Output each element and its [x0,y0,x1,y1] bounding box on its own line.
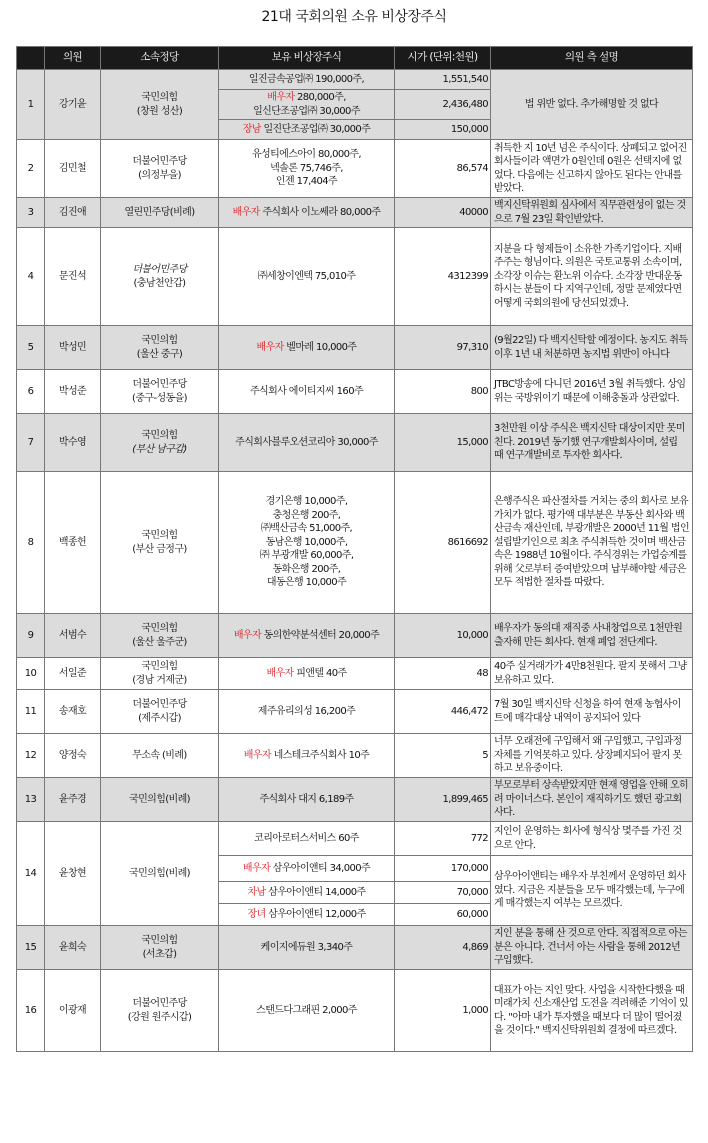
party-name: 더불어민주당 [132,998,187,1009]
member-name: 강기윤 [45,70,101,140]
party-name: 더불어민주당 [132,264,187,275]
party-name: 국민의힘 [141,92,178,103]
party-cell [101,614,219,658]
member-name: 서범수 [45,614,101,658]
holding-value: 15,000 [395,414,491,472]
table-row [17,734,693,778]
explanation: 삼우아이앤티는 배우자 부친께서 운영하던 회사였다. 지금은 지분들을 모두 매각했는데, 누구에게 매각했는지 여부는 모르겠다. [491,856,693,926]
district: (서초갑) [142,948,177,960]
district: (울산 울주군) [132,636,187,648]
member-name: 윤희숙 [45,926,101,970]
holding-stock: 인젠 17,404주 [275,176,338,188]
explanation: 40주 실거래가가 4만8천원다. 팔지 못해서 그냥 보유하고 있다. [491,658,693,690]
holding-value: 4,869 [395,926,491,970]
explanation: 대표가 아는 지인 맞다. 사업을 시작한다했을 때 미래가치 신소재산업 도전을 격려해준 기억이 있다. "아마 내가 투자했을 때보다 더 많이 떨어졌을 것이다." 백지신탁위원회 결정에 따르겠다. [491,970,693,1052]
holding-stock: 넥솔론 75,746주, [270,162,343,174]
holding-cell [219,856,395,882]
header-member: 의원 [45,47,101,70]
holding-cell [219,326,395,370]
member-name: 박수영 [45,414,101,472]
district: (부산 금정구) [132,543,187,555]
holding-stock: 경기은행 10,000주, [265,496,348,508]
party-cell [101,140,219,198]
explanation: 지분을 다 형제들이 소유한 가족기업이다. 지배주주는 형님이다. 의원은 국토교통위 소속이며, 소각장 이슈는 환노위 이슈다. 소각장 반대운동하시는 분들이 다 지역구인데, 정말 문제였다면 어떻게 국회의원에 당선되었겠나. [491,228,693,326]
member-name: 문진석 [45,228,101,326]
explanation: JTBC방송에 다니던 2016년 3월 취득했다. 상임위는 국방위이기 때문에 이해충돌과 상관없다. [491,370,693,414]
party-cell [101,472,219,614]
district: (강원 원주시갑) [127,1011,192,1023]
party-cell [101,926,219,970]
party-name: 국민의힘 [141,430,178,441]
row-number: 5 [17,326,45,370]
explanation: 지인이 운영하는 회사에 형식상 몇주를 가진 것으로 안다. [491,822,693,856]
district: (창원 성산) [136,105,183,117]
party-name: 국민의힘 [141,661,178,672]
holding-value: 60,000 [395,904,491,926]
explanation: 3천만원 이상 주식은 백지신탁 대상이지만 못미친다. 2019년 동기했 연구개발회사이며, 설립 때 연구개발비로 투자한 회사다. [491,414,693,472]
table-row [17,414,693,472]
holding-stock: 스탠드다그래핀 2,000주 [219,970,395,1052]
holding-value: 772 [395,822,491,856]
table-row [17,140,693,198]
holder-relation: 배우자 [233,629,262,641]
holding-value: 48 [395,658,491,690]
member-name: 윤주경 [45,778,101,822]
party-cell [101,370,219,414]
row-number: 1 [17,70,45,140]
explanation: 법 위반 없다. 추가해명할 것 없다 [491,70,693,140]
member-name: 김진애 [45,198,101,228]
party-name: 더불어민주당 [132,699,187,710]
holding-stock: 일진단조공업㈜ 30,000주 [263,123,371,135]
holding-stock: 네스테크주식회사 10주 [273,749,370,761]
holder-relation: 차남 [247,886,266,898]
holder-relation: 장남 [242,123,261,135]
party-name: 더불어민주당 [132,156,187,167]
holding-stock: 코리아로터스서비스 60주 [219,822,395,856]
row-number: 6 [17,370,45,414]
holding-stock: 동남은행 10,000주, [265,536,348,548]
holding-stock: 벨마레 10,000주 [286,341,357,353]
party-cell [101,326,219,370]
row-number: 11 [17,690,45,734]
holding-stock: ㈜백산금속 51,000주, [260,523,353,535]
member-name: 서일준 [45,658,101,690]
table-row [17,370,693,414]
holding-value: 800 [395,370,491,414]
holding-stock: 제주유리의성 16,200주 [219,690,395,734]
table-row [17,326,693,370]
holding-stock: 삼우아이앤티 14,000주 [268,886,366,898]
member-name: 윤창현 [45,822,101,926]
table-row [17,926,693,970]
party-name: 국민의힘 [141,935,178,946]
party-name: 국민의힘(비례) [101,822,219,926]
party-name: 국민의힘 [141,530,178,541]
holding-stock: ㈜ 부광개발 60,000주, [259,550,354,562]
holding-value: 4312399 [395,228,491,326]
holding-value: 170,000 [395,856,491,882]
stock-table [16,46,693,1052]
table-row [17,970,693,1052]
holding-value: 2,436,480 [395,90,491,120]
explanation: 부모로부터 상속받았지만 현재 영업을 안해 오히려 마이너스다. 본인이 재직하기도 했던 광고회사다. [491,778,693,822]
table-row [17,658,693,690]
holding-stock: 주식회사 이노쎄라 80,000주 [262,206,381,218]
member-name: 백종헌 [45,472,101,614]
party-name: 무소속 (비례) [101,734,219,778]
holding-value: 1,000 [395,970,491,1052]
holder-relation: 배우자 [267,92,295,103]
explanation: 배우자가 동의대 재직중 사내창업으로 1천만원 출자해 만든 회사다. 현재 폐업 전단계다. [491,614,693,658]
explanation: (9월22일) 다 백지신탁할 예정이다. 농지도 취득 이후 1년 내 처분하면 농지법 위반이 아니다 [491,326,693,370]
holding-cell [219,140,395,198]
holding-cell [219,904,395,926]
holding-stock: 피앤텔 40주 [296,667,347,679]
table-row [17,690,693,734]
holding-stock: 케이지에듀원 3,340주 [219,926,395,970]
party-cell [101,690,219,734]
member-name: 송재호 [45,690,101,734]
row-number: 12 [17,734,45,778]
explanation: 지인 분을 통해 산 것으로 안다. 직접적으로 아는 분은 아니다. 건너서 아는 사람을 통해 2012년 구입했다. [491,926,693,970]
holding-value: 97,310 [395,326,491,370]
header-explanation: 의원 측 설명 [491,47,693,70]
holding-stock: 주식회사 에이티지씨 160주 [219,370,395,414]
holding-value: 10,000 [395,614,491,658]
row-number: 16 [17,970,45,1052]
party-name: 국민의힘 [141,623,178,634]
table-header [17,47,693,70]
party-cell [101,970,219,1052]
header-holdings: 보유 비상장주식 [219,47,395,70]
holder-relation: 배우자 [242,862,271,874]
holding-cell [219,882,395,904]
explanation: 취득한 지 10년 넘은 주식이다. 상폐되고 없어진 회사들이라 액면가 0원인데 0원은 선택지에 없었다. 다음에는 신고하지 않아도 된다는 안내를 받았다. [491,140,693,198]
holder-relation: 배우자 [256,341,284,353]
explanation: 너무 오래전에 구입해서 왜 구입했고, 구입과정 자체를 기억못하고 있다. 상장폐지되어 팔지 못하고 보유중이다. [491,734,693,778]
holding-value: 40000 [395,198,491,228]
row-number: 8 [17,472,45,614]
holding-stock: 280,000주, [296,92,346,103]
party-cell [101,70,219,140]
row-number: 2 [17,140,45,198]
holding-value: 5 [395,734,491,778]
district: (중구-성동을) [132,392,187,404]
explanation: 은행주식은 파산절차를 거치는 중의 회사로 보유가치가 없다. 평가액 대부분은 부동산 회사와 백산금속 재산인데, 부광개발은 2000년 11월 법인설립발기인으로 최초 주식취득한 것이며 백산금속은 1988년 10월이다. 주식경위는 가업승계를 위해 父로부터 증여받았으며 납부해야할 세금은 모두 적법한 절차를 따랐다. [491,472,693,614]
explanation: 7월 30일 백지신탁 신청을 하여 현재 농협사이트에 매각대상 내역이 공지되어 있다 [491,690,693,734]
holding-stock: 대동은행 10,000주 [266,577,347,589]
row-number: 4 [17,228,45,326]
holding-stock: 주식회사 대지 6,189주 [219,778,395,822]
holder-relation: 배우자 [266,667,294,679]
holding-cell [219,120,395,140]
party-name: 열린민주당(비례) [101,198,219,228]
holding-cell [219,70,395,90]
holding-cell [219,198,395,228]
table-row [17,472,693,614]
table-row [17,614,693,658]
header-no [17,47,45,70]
member-name: 박성준 [45,370,101,414]
holding-value: 70,000 [395,882,491,904]
table-row [17,228,693,326]
holding-value: 446,472 [395,690,491,734]
holding-value: 86,574 [395,140,491,198]
member-name: 김민철 [45,140,101,198]
holding-stock: ㈜세창이엔텍 75,010주 [219,228,395,326]
holding-stock: 동의한약분석센터 20,000주 [263,629,380,641]
party-cell [101,658,219,690]
row-number: 13 [17,778,45,822]
district: (경남 거제군) [132,674,187,686]
table-row [17,822,693,856]
holding-stock: 충청은행 200주, [272,509,341,521]
party-name: 더불어민주당 [132,379,187,390]
holder-relation: 배우자 [243,749,271,761]
member-name: 이광재 [45,970,101,1052]
holding-value: 150,000 [395,120,491,140]
holding-stock: 삼우아이앤티 12,000주 [268,908,366,920]
holding-value: 1,551,540 [395,70,491,90]
holding-cell [219,614,395,658]
district: (울산 중구) [136,348,183,360]
row-number: 7 [17,414,45,472]
row-number: 10 [17,658,45,690]
district: (의정부을) [138,169,181,181]
holding-value: 1,899,465 [395,778,491,822]
table-row [17,198,693,228]
header-value: 시가 (단위:천원) [395,47,491,70]
holding-cell [219,90,395,120]
holding-stock: 동화은행 200주, [272,563,341,575]
table-row [17,778,693,822]
holding-stock: 주식회사블루오션코리아 30,000주 [219,414,395,472]
holding-value: 8616692 [395,472,491,614]
row-number: 15 [17,926,45,970]
row-number: 14 [17,822,45,926]
party-name: 국민의힘(비례) [101,778,219,822]
district: (충남천안갑) [133,277,186,289]
header-party: 소속정당 [101,47,219,70]
party-name: 국민의힘 [141,335,178,346]
holding-cell [219,658,395,690]
explanation: 백지신탁위원회 심사에서 직무관련성이 없는 것으로 7월 23일 확인받았다. [491,198,693,228]
member-name: 박성민 [45,326,101,370]
holder-relation: 배우자 [232,206,260,218]
holding-cell [219,734,395,778]
row-number: 3 [17,198,45,228]
holding-stock: 삼우아이앤티 34,000주 [272,862,371,874]
page-title: 21대 국회의원 소유 비상장주식 [261,9,447,25]
district: (부산 남구갑) [132,443,187,455]
holding-stock: 일신단조공업㈜ 30,000주 [253,105,360,117]
row-number: 9 [17,614,45,658]
holder-relation: 장녀 [247,908,266,920]
party-cell [101,414,219,472]
holding-cell [219,472,395,614]
holding-stock: 일진금속공업㈜ 190,000주, [248,73,365,85]
party-cell [101,228,219,326]
member-name: 양정숙 [45,734,101,778]
table-row [17,70,693,90]
holding-stock: 유성티에스아이 80,000주, [251,149,362,161]
district: (제주시갑) [138,712,181,724]
